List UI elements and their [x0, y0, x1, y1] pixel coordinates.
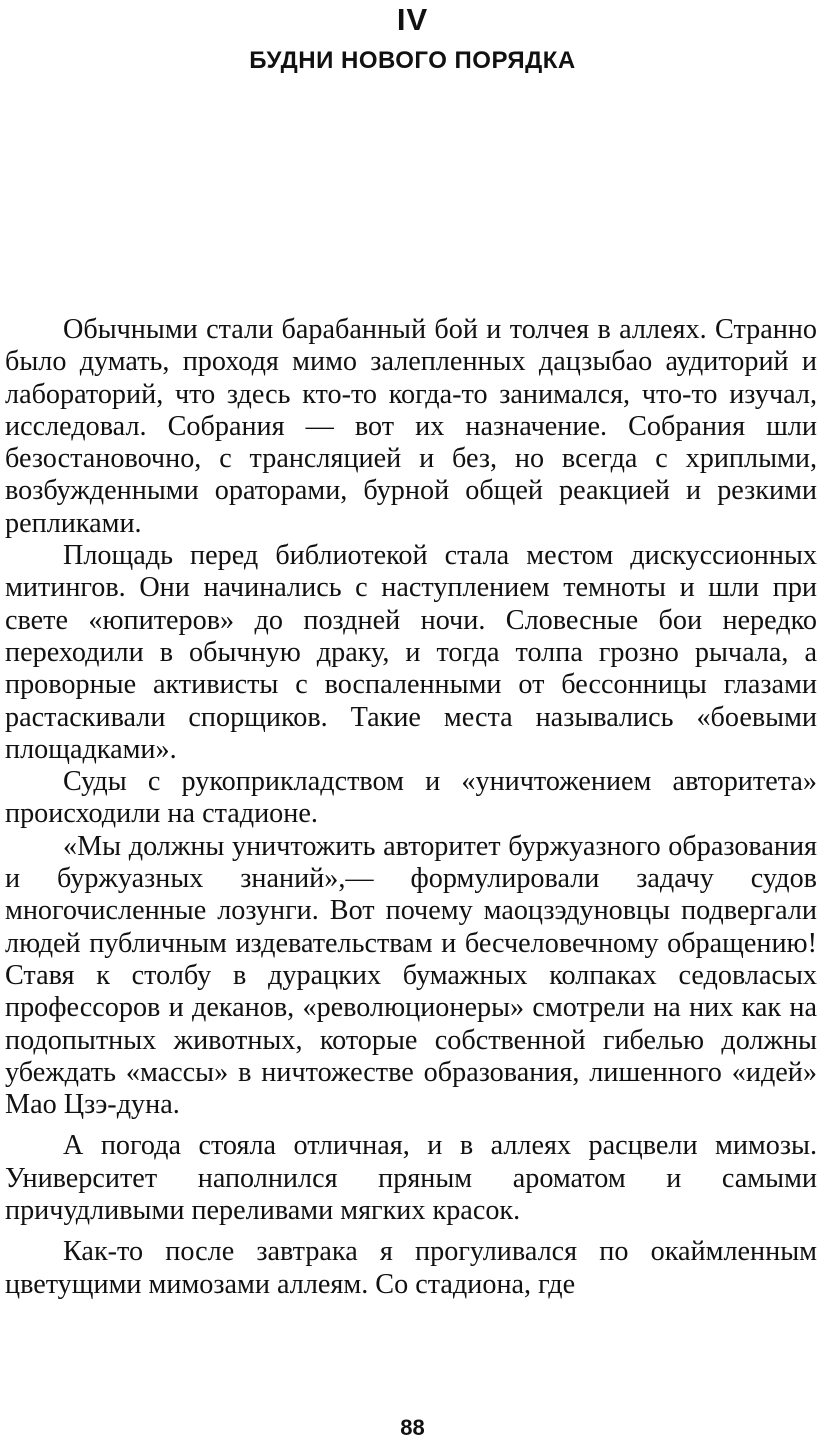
paragraph: Как-то после завтрака я прогуливался по окаймленным цветущими мимозами аллеям. Со стадиона, где	[5, 1236, 817, 1300]
body-text	[5, 314, 817, 1301]
paragraph: А погода стояла отличная, и в аллеях расцвели мимозы. Университет наполнился пряным ароматом и самыми причудливыми переливами мягких красок.	[5, 1130, 817, 1227]
chapter-title: БУДНИ НОВОГО ПОРЯДКА	[249, 47, 576, 74]
paragraph: «Мы должны уничтожить авторитет буржуазного образования и буржуазных знаний»,— формулировали задачу судов многочисленные лозунги. Вот почему маоцзэдуновцы подвергали людей публичным издевательствам и бесчеловечному обращению! Ставя к столбу в дурацких бумажных колпаках седовласых профессоров и деканов, «революционеры» смотрели на них как на подопытных животных, которые собственной гибелью должны убеждать «массы» в ничтожестве образования, лишенного «идей» Мао Цзэ-дуна.	[5, 830, 817, 1121]
page-number: 88	[400, 1415, 425, 1440]
chapter-number: IV	[396, 2, 429, 37]
paragraph: Суды с рукоприкладством и «уничтожением авторитета» происходили на стадионе.	[5, 766, 817, 830]
paragraph: Площадь перед библиотекой стала местом дискуссионных митингов. Они начинались с наступлением темноты и шли при свете «юпитеров» до поздней ночи. Словесные бои нередко переходили в обычную драку, и тогда толпа грозно рычала, а проворные активисты с воспаленными от бессонницы глазами растаскивали спорщиков. Такие места назывались «боевыми площадками».	[5, 540, 817, 765]
paragraph: Обычными стали барабанный бой и толчея в аллеях. Странно было думать, проходя мимо залепленных дацзыбао аудиторий и лабораторий, что здесь кто-то когда-то занимался, что-то изучал, исследовал. Собрания — вот их назначение. Собрания шли безостановочно, с трансляцией и без, но всегда с хриплыми, возбужденными ораторами, бурной общей реакцией и резкими репликами.	[5, 314, 817, 539]
